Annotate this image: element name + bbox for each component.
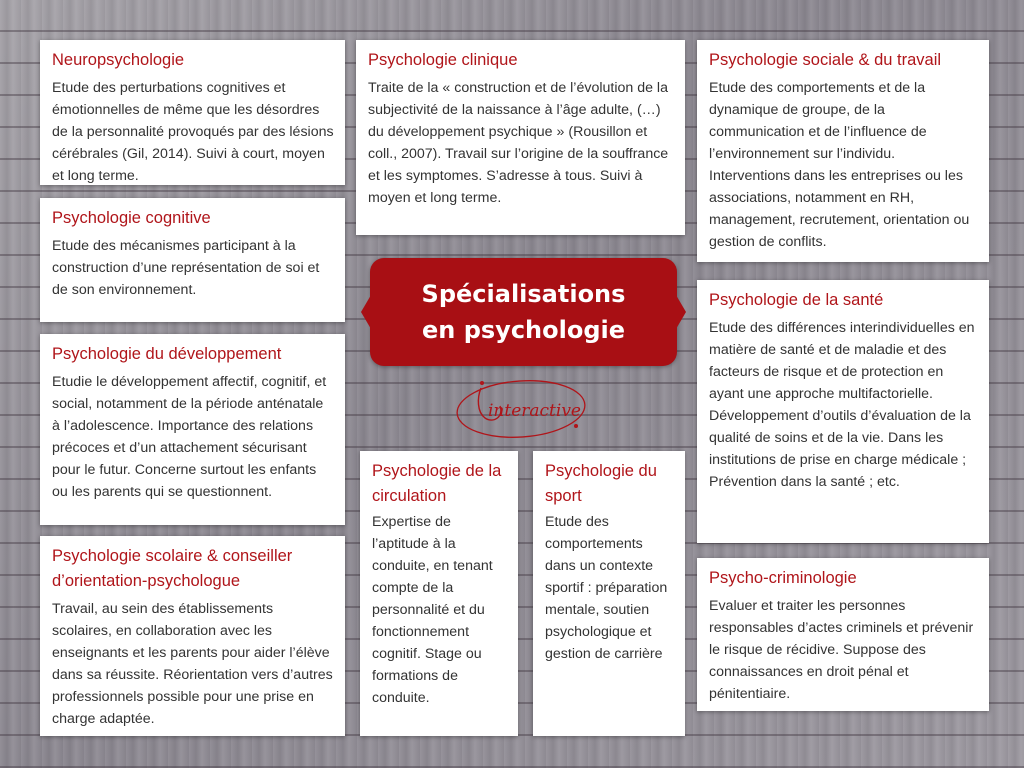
logo [448,372,594,442]
card-psychologie-sante [697,280,989,543]
logo-text: interactive [488,401,581,421]
card-title: Psychologie clinique [368,51,518,69]
card-text: Evaluer et traiter les personnes responsables d’actes criminels et prévenir le risque de récidive. Suppose des connaissances en droit pénal et pénitentiaire. [709,598,974,702]
card-title: Psycho-criminologie [709,569,857,587]
card-psychologie-scolaire [40,536,345,736]
card-psychologie-developpement [40,334,345,525]
card-text: Etude des comportements et de la dynamique de groupe, de la communication et de l’influence de l’environnement sur l’individu. Interventions dans les entreprises ou les associations, notamment en RH, management, recrutement, orientation ou gestion de conflits. [709,80,970,250]
card-title: Psychologie de la santé [709,291,884,309]
card-psychologie-sociale [697,40,989,262]
card-title: Psychologie de la circulation [372,462,502,505]
card-psychologie-cognitive [40,198,345,322]
card-title: Psychologie sociale & du travail [709,51,942,69]
card-text: Etude des comportements dans un contexte sportif : préparation mentale, soutien psychologique et gestion de carrière [545,514,668,662]
card-text: Etude des mécanismes participant à la construction d’une représentation de soi et de son environnement. [52,238,320,298]
card-psychologie-clinique [356,40,685,235]
card-text: Travail, au sein des établissements scolaires, en collaboration avec les enseignants et les parents pour aider l’élève dans sa réussite. Réorientation vers d’autres professionnels possible pour une prise en charge adaptée. [52,601,333,727]
card-title: Psychologie du sport [545,462,657,505]
title-line-1: Spécialisations [421,280,626,308]
card-text: Expertise de l’aptitude à la conduite, en tenant compte de la personnalité et du fonctionnement cognitif. Stage ou formations de conduite. [372,514,493,706]
card-title: Psychologie scolaire & conseiller d’orientation-psychologue [52,547,293,590]
card-title: Neuropsychologie [52,51,185,69]
card-text: Etude des différences interindividuelles en matière de santé et de maladie et des facteurs de risque et de protection en ayant une approche multifactorielle. Développement d’outils d’évaluation de la qualité de soins et de la vie. Dans les institutions de prise en charge médicale ; Prévention dans la santé ; etc. [709,320,975,490]
title-line-2: en psychologie [421,316,626,344]
card-text: Traite de la « construction et de l’évolution de la subjectivité de la naissance à l’âge adulte, (…) du développement psychique » (Rousillon et coll., 2007). Travail sur l’origine de la souffrance et les symptomes. S’adresse à tous. Suivi à moyen et long terme. [368,80,669,206]
card-psychologie-sport [533,451,685,736]
card-text: Etudie le développement affectif, cognitif, et social, notamment de la période anténatale à l’adolescence. Importance des relations précoces et d’un attachement sécurisant pour le futur. Concerne surtout les enfants ou les parents qui se questionnent. [52,374,327,500]
card-text: Etude des perturbations cognitives et émotionnelles de même que les désordres de la personnalité provoqués par des lésions cérébrales (Gil, 2014). Suivi à court, moyen et long terme. [52,80,334,184]
card-neuropsychologie [40,40,345,185]
card-title: Psychologie cognitive [52,209,211,227]
card-psychologie-circulation [360,451,518,736]
central-title [370,258,677,366]
card-psycho-criminologie [697,558,989,711]
card-title: Psychologie du développement [52,345,282,363]
